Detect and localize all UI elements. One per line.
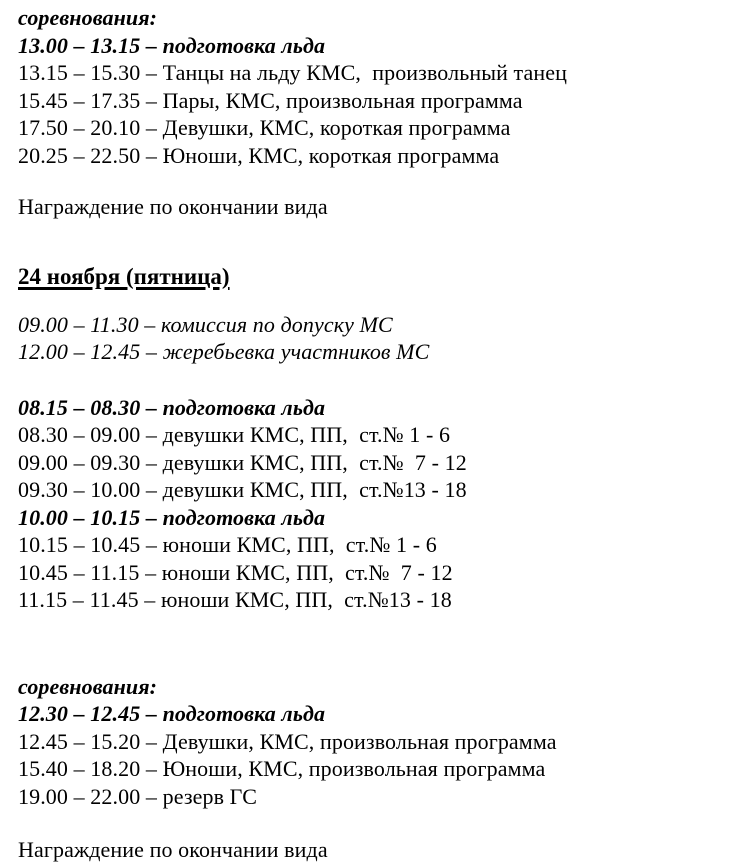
spacer: [18, 366, 740, 394]
spacer: [18, 810, 740, 836]
schedule-line-commission: 09.00 – 11.30 – комиссия по допуску МС: [18, 311, 393, 337]
section-label-competitions-1: соревнования:: [18, 5, 158, 30]
section-label-competitions-2: соревнования:: [18, 673, 158, 699]
schedule-line-draw: 12.00 – 12.45 – жеребьевка участников МС: [18, 339, 430, 364]
spacer: [18, 292, 740, 311]
schedule-line: 09.30 – 10.00 – девушки КМС, ПП, ст.№13 - 18: [18, 477, 467, 502]
schedule-line-ice-prep: 13.00 – 13.15 – подготовка льда: [18, 32, 326, 58]
schedule-line: 11.15 – 11.45 – юноши КМС, ПП, ст.№13 - 18: [18, 587, 452, 612]
schedule-line: 15.45 – 17.35 – Пары, КМС, произвольная программа: [18, 87, 523, 113]
awards-note-1: Награждение по окончании вида: [18, 194, 328, 219]
schedule-line: 10.15 – 10.45 – юноши КМС, ПП, ст.№ 1 - 6: [18, 532, 437, 557]
spacer: [18, 614, 740, 673]
schedule-line: 13.15 – 15.30 – Танцы на льду КМС, произвольный танец: [18, 60, 568, 85]
schedule-line-ice-prep: 12.30 – 12.45 – подготовка льда: [18, 701, 326, 726]
schedule-line: 10.45 – 11.15 – юноши КМС, ПП, ст.№ 7 - 12: [18, 559, 453, 585]
schedule-line-ice-prep: 10.00 – 10.15 – подготовка льда: [18, 504, 326, 530]
schedule-line: 17.50 – 20.10 – Девушки, КМС, короткая программа: [18, 115, 511, 140]
schedule-line: 19.00 – 22.00 – резерв ГС: [18, 783, 257, 809]
spacer: [18, 221, 740, 263]
schedule-line: 12.45 – 15.20 – Девушки, КМС, произвольная программа: [18, 728, 557, 754]
schedule-line: 08.30 – 09.00 – девушки КМС, ПП, ст.№ 1 - 6: [18, 422, 451, 447]
awards-note-2: Награждение по окончании вида: [18, 836, 328, 862]
date-heading-text: 24 ноября (пятница): [18, 264, 230, 289]
schedule-line: 09.00 – 09.30 – девушки КМС, ПП, ст.№ 7 - 12: [18, 449, 467, 475]
schedule-line: 20.25 – 22.50 – Юноши, КМС, короткая программа: [18, 142, 500, 168]
schedule-line: 15.40 – 18.20 – Юноши, КМС, произвольная программа: [18, 756, 546, 781]
schedule-line-ice-prep: 08.15 – 08.30 – подготовка льда: [18, 394, 326, 420]
date-heading: [18, 262, 740, 292]
spacer: [18, 169, 740, 193]
